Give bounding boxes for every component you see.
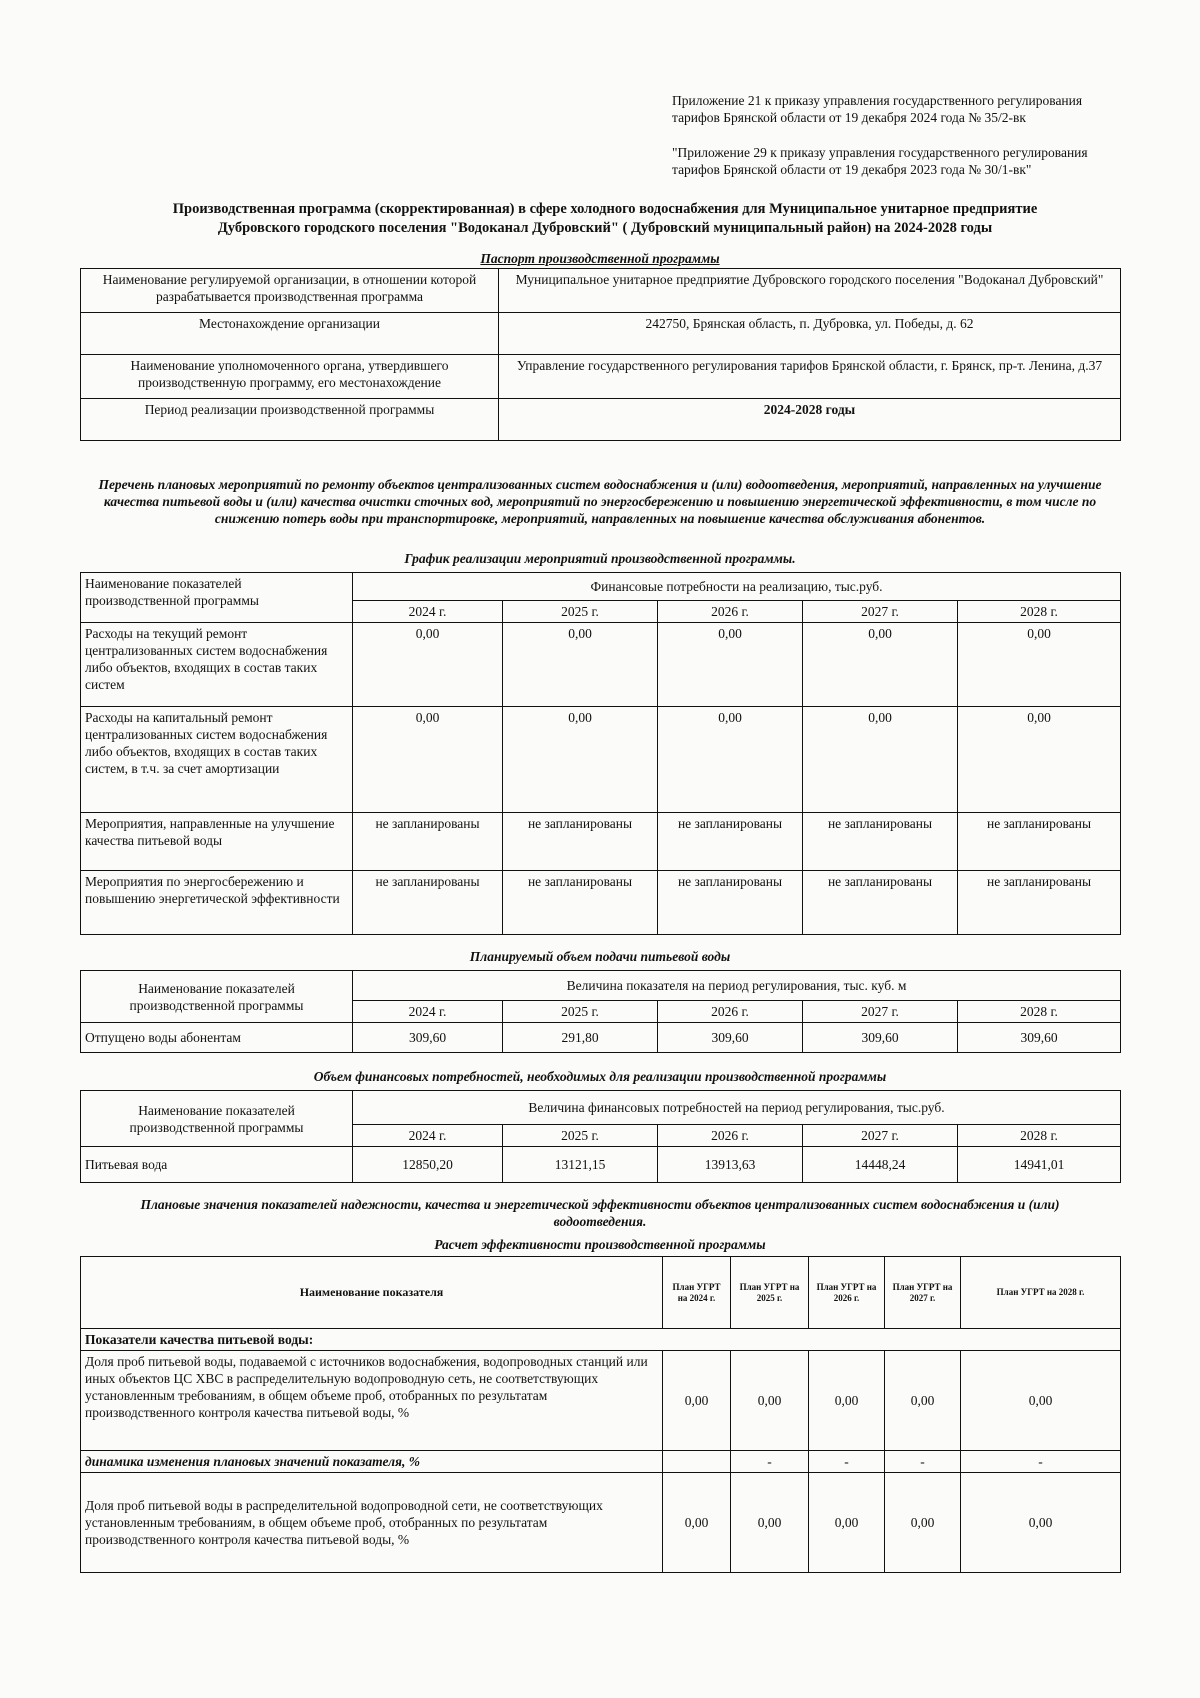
cell-value: 0,00 [885,1351,961,1451]
cell-value: не запланированы [503,813,658,871]
cell-value: 0,00 [803,623,958,707]
cell-value: 13913,63 [658,1147,803,1183]
row-label: Мероприятия по энергосбережению и повышению энергетической эффективности [81,871,353,935]
year-header: 2026 г. [658,601,803,623]
measures-subcaption: График реализации мероприятий производственной программы. [404,551,796,566]
row-label: Мероприятия, направленные на улучшение качества питьевой воды [81,813,353,871]
row-label: Доля проб питьевой воды, подаваемой с источников водоснабжения, водопроводных станций или иных объектов ЦС ХВС в распределительную водопроводную сеть, не соответствующих установленным требованиям, в общем объеме проб, отобранных по результатам производственного контроля качества питьевой воды, % [81,1351,663,1451]
passport-label: Наименование регулируемой организации, в отношении которой разрабатывается производственная программа [81,269,499,313]
cell-value: 0,00 [961,1473,1121,1573]
cell-value: не запланированы [503,871,658,935]
passport-value: 242750, Брянская область, п. Дубровка, ул. Победы, д. 62 [499,313,1121,355]
efficiency-caption: Плановые значения показателей надежности, качества и энергетической эффективности объектов централизованных систем водоснабжения и (или) водоотведения. [140,1197,1060,1229]
row-label: Отпущено воды абонентам [81,1023,353,1053]
year-header: 2028 г. [958,1125,1121,1147]
cell-value: 14941,01 [958,1147,1121,1183]
cell-value: 0,00 [958,707,1121,813]
cell-value: 0,00 [658,623,803,707]
year-header: 2025 г. [503,1125,658,1147]
document-title [90,200,1120,238]
volume-head-label: Наименование показателей производственной программы [81,971,353,1023]
measures-head-label: Наименование показателей производственной программы [81,573,353,623]
cell-value: 309,60 [658,1023,803,1053]
cell-value: 0,00 [663,1473,731,1573]
cell-value: 12850,20 [353,1147,503,1183]
cell-value: 0,00 [958,623,1121,707]
passport-value: 2024-2028 годы [499,399,1121,441]
passport-value: Муниципальное унитарное предприятие Дубровского городского поселения "Водоканал Дубровский" [499,269,1121,313]
measures-table [80,572,1121,935]
efficiency-subcaption: Расчет эффективности производственной программы [434,1237,766,1252]
cell-value: 13121,15 [503,1147,658,1183]
year-header: 2026 г. [658,1001,803,1023]
year-header: 2024 г. [353,1125,503,1147]
measures-caption: Перечень плановых мероприятий по ремонту объектов централизованных систем водоснабжения и (или) водоотведения, мероприятий, направленных на улучшение качества питьевой воды и (или) качества очистки сточных вод, мероприятий по энергосбережению и повышению энергетической эффективности, в том числе по снижению потерь воды при транспортировке, мероприятий, направленных на повышение качества обслуживания абонентов. [98,477,1102,526]
row-label: Расходы на капитальный ремонт централизованных систем водоснабжения либо объектов, входящих в состав таких систем, в т.ч. за счет амортизации [81,707,353,813]
year-header: 2027 г. [803,1001,958,1023]
year-header: 2027 г. [803,1125,958,1147]
year-header: 2028 г. [958,1001,1121,1023]
table-row [81,623,1121,707]
title-line-1: Производственная программа (скорректированная) в сфере холодного водоснабжения для Муниципальное унитарное предприятие [172,201,1038,217]
plan-header: План УГРТ на 2026 г. [809,1257,885,1329]
cell-value: не запланированы [803,813,958,871]
efficiency-head-label: Наименование показателя [81,1257,663,1329]
cell-value: - [885,1451,961,1473]
cell-value: 0,00 [658,707,803,813]
row-label: динамика изменения плановых значений показателя, % [81,1451,663,1473]
cell-value: не запланированы [353,871,503,935]
finance-caption: Объем финансовых потребностей, необходимых для реализации производственной программы [313,1069,887,1084]
year-header: 2024 г. [353,601,503,623]
volume-head-group: Величина показателя на период регулирования, тыс. куб. м [353,971,1121,1001]
table-row [81,1147,1121,1183]
plan-header: План УГРТ на 2025 г. [731,1257,809,1329]
cell-value: 0,00 [503,623,658,707]
finance-head-label: Наименование показателей производственной программы [81,1091,353,1147]
cell-value: 0,00 [961,1351,1121,1451]
cell-value: 0,00 [503,707,658,813]
cell-value: 0,00 [663,1351,731,1451]
passport-label: Местонахождение организации [81,313,499,355]
cell-value: - [961,1451,1121,1473]
cell-value: - [809,1451,885,1473]
cell-value: 0,00 [803,707,958,813]
volume-table [80,970,1121,1053]
row-label: Питьевая вода [81,1147,353,1183]
table-row [81,1473,1121,1573]
cell-value: 14448,24 [803,1147,958,1183]
cell-value: 291,80 [503,1023,658,1053]
appendix-21-note: Приложение 21 к приказу управления государственного регулирования тарифов Брянской области от 19 декабря 2024 года № 35/2-вк [672,93,1083,125]
title-line-2: Дубровского городского поселения "Водоканал Дубровский" ( Дубровский муниципальный район) на 2024-2028 годы [217,220,993,236]
plan-header: План УГРТ на 2028 г. [961,1257,1121,1329]
passport-label: Период реализации производственной программы [81,399,499,441]
finance-head-group: Величина финансовых потребностей на период регулирования, тыс.руб. [353,1091,1121,1125]
table-row [81,1023,1121,1053]
year-header: 2025 г. [503,601,658,623]
measures-head-group: Финансовые потребности на реализацию, тыс.руб. [353,573,1121,601]
cell-value: 0,00 [731,1473,809,1573]
table-row [81,1451,1121,1473]
cell-value: 0,00 [731,1351,809,1451]
passport-row [81,313,1121,355]
cell-value: 309,60 [803,1023,958,1053]
passport-label: Наименование уполномоченного органа, утвердившего производственную программу, его местонахождение [81,355,499,399]
passport-caption: Паспорт производственной программы [480,251,720,266]
passport-table [80,268,1121,441]
cell-value: не запланированы [958,871,1121,935]
cell-value: 309,60 [353,1023,503,1053]
cell-value: 0,00 [885,1473,961,1573]
appendix-29-note: "Приложение 29 к приказу управления государственного регулирования тарифов Брянской области от 19 декабря 2023 года № 30/1-вк" [672,145,1088,177]
volume-caption: Планируемый объем подачи питьевой воды [469,949,731,964]
efficiency-table [80,1256,1121,1573]
passport-row [81,355,1121,399]
table-row [81,707,1121,813]
table-row [81,813,1121,871]
cell-value: 0,00 [353,623,503,707]
cell-value: не запланированы [353,813,503,871]
finance-table [80,1090,1121,1183]
cell-value: 309,60 [958,1023,1121,1053]
cell-value: не запланированы [658,871,803,935]
cell-value: 0,00 [809,1473,885,1573]
cell-value: 0,00 [353,707,503,813]
passport-row [81,269,1121,313]
table-row [81,871,1121,935]
row-label: Расходы на текущий ремонт централизованных систем водоснабжения либо объектов, входящих в состав таких систем [81,623,353,707]
year-header: 2028 г. [958,601,1121,623]
year-header: 2024 г. [353,1001,503,1023]
year-header: 2027 г. [803,601,958,623]
section-heading: Показатели качества питьевой воды: [81,1329,1121,1351]
table-row [81,1351,1121,1451]
cell-value: не запланированы [658,813,803,871]
cell-value: не запланированы [958,813,1121,871]
year-header: 2026 г. [658,1125,803,1147]
row-label: Доля проб питьевой воды в распределительной водопроводной сети, не соответствующих установленным требованиям, в общем объеме проб, отобранных по результатам производственного контроля качества питьевой воды, % [81,1473,663,1573]
cell-value: - [731,1451,809,1473]
plan-header: План УГРТ на 2024 г. [663,1257,731,1329]
passport-value: Управление государственного регулирования тарифов Брянской области, г. Брянск, пр-т. Ленина, д.37 [499,355,1121,399]
year-header: 2025 г. [503,1001,658,1023]
cell-value [663,1451,731,1473]
cell-value: 0,00 [809,1351,885,1451]
plan-header: План УГРТ на 2027 г. [885,1257,961,1329]
cell-value: не запланированы [803,871,958,935]
passport-row [81,399,1121,441]
